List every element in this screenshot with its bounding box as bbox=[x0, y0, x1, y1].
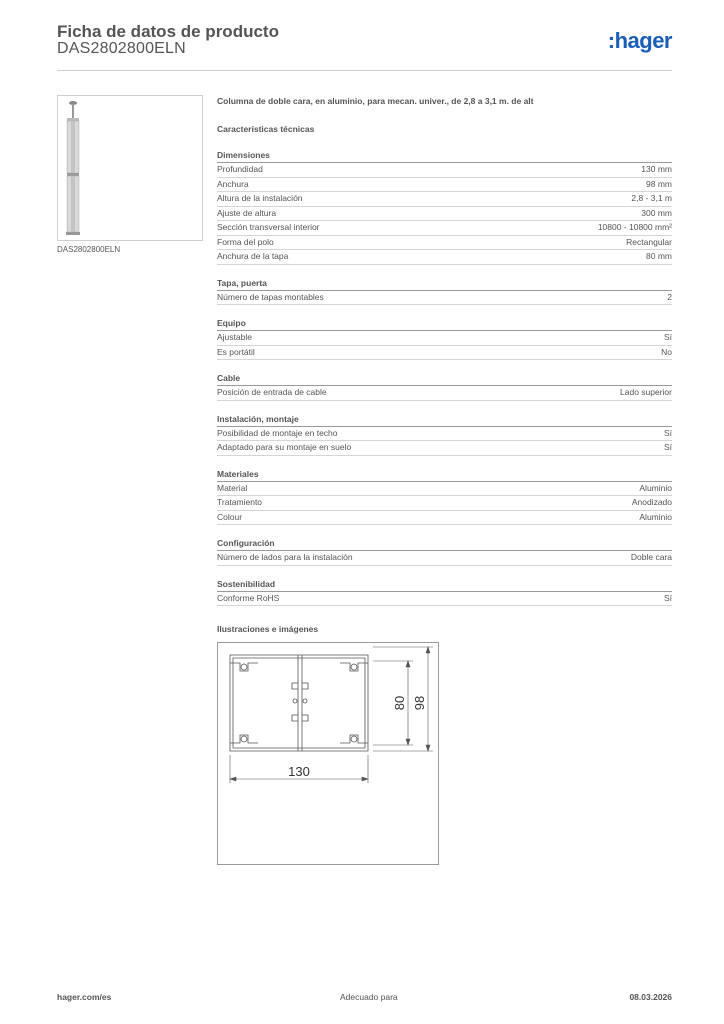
spec-label: Profundidad bbox=[217, 164, 263, 174]
spec-row bbox=[217, 482, 672, 497]
spec-row bbox=[217, 236, 672, 251]
spec-label: Sección transversal interior bbox=[217, 222, 320, 232]
spec-label: Posición de entrada de cable bbox=[217, 387, 327, 397]
width-dimension-label: 98 bbox=[412, 695, 427, 711]
section-title: Equipo bbox=[217, 316, 672, 331]
product-code: DAS2802800ELN bbox=[57, 40, 186, 57]
spec-value: No bbox=[661, 346, 672, 357]
spec-label: Conforme RoHS bbox=[217, 592, 280, 603]
thumbnail-caption: DAS2802800ELN bbox=[57, 245, 121, 254]
section-title: Dimensiones bbox=[217, 148, 672, 163]
spec-value: 98 mm bbox=[646, 178, 672, 189]
section-title: Tapa, puerta bbox=[217, 276, 672, 291]
page-footer bbox=[57, 992, 672, 1006]
spec-value: Sí bbox=[663, 427, 672, 438]
spec-label: Tratamiento bbox=[217, 497, 263, 507]
product-details bbox=[217, 96, 672, 617]
spec-section bbox=[217, 276, 672, 306]
footer-date: 08.03.2026 bbox=[629, 992, 672, 1002]
spec-label: Es portátil bbox=[217, 346, 255, 357]
spec-label: Número de lados para la instalación bbox=[217, 552, 353, 562]
spec-section bbox=[217, 412, 672, 456]
spec-label: Colour bbox=[217, 511, 243, 522]
cover-dimension-label: 80 bbox=[392, 695, 407, 711]
spec-label: Posibilidad de montaje en techo bbox=[217, 427, 338, 438]
spec-value: Sí bbox=[663, 592, 672, 603]
spec-value: 300 mm bbox=[641, 207, 672, 218]
spec-value: 80 mm bbox=[646, 251, 672, 261]
spec-row bbox=[217, 551, 672, 566]
spec-label: Ajuste de altura bbox=[217, 207, 277, 218]
spec-section bbox=[217, 577, 672, 607]
spec-value: 2 bbox=[667, 291, 672, 302]
spec-label: Material bbox=[217, 482, 248, 493]
cross-section-drawing bbox=[217, 642, 439, 865]
spec-row bbox=[217, 163, 672, 178]
spec-sections bbox=[217, 148, 672, 606]
spec-value: 2,8 - 3,1 m bbox=[631, 193, 672, 203]
page-header bbox=[57, 20, 672, 71]
illustrations-heading: Ilustraciones e imágenes bbox=[217, 624, 319, 634]
spec-section bbox=[217, 536, 672, 566]
spec-row bbox=[217, 207, 672, 222]
spec-value: Rectangular bbox=[626, 236, 672, 247]
footer-note: Adecuado para bbox=[340, 992, 398, 1002]
spec-row bbox=[217, 178, 672, 193]
spec-section bbox=[217, 371, 672, 401]
spec-row bbox=[217, 291, 672, 306]
spec-row bbox=[217, 386, 672, 401]
spec-row bbox=[217, 250, 672, 265]
spec-value: Aluminio bbox=[639, 482, 672, 493]
depth-dimension-label: 130 bbox=[288, 764, 310, 779]
product-description: Columna de doble cara, en aluminio, para mecan. univer., de 2,8 a 3,1 m. de alt bbox=[217, 96, 534, 106]
spec-value: Lado superior bbox=[620, 387, 672, 397]
spec-value: 10800 - 10800 mm² bbox=[597, 222, 672, 232]
spec-label: Ajustable bbox=[217, 332, 252, 342]
spec-row bbox=[217, 496, 672, 511]
spec-label: Altura de la instalación bbox=[217, 193, 303, 203]
profile-drawing bbox=[218, 643, 438, 864]
spec-value: Doble cara bbox=[630, 552, 672, 562]
spec-row bbox=[217, 331, 672, 346]
spec-row bbox=[217, 346, 672, 361]
characteristics-heading: Características técnicas bbox=[217, 124, 315, 134]
section-title: Materiales bbox=[217, 467, 672, 482]
spec-label: Número de tapas montables bbox=[217, 291, 324, 302]
spec-row bbox=[217, 511, 672, 526]
page-title: Ficha de datos de producto bbox=[57, 22, 279, 41]
spec-row bbox=[217, 427, 672, 442]
spec-section bbox=[217, 316, 672, 360]
spec-value: Anodizado bbox=[631, 497, 672, 507]
section-title: Configuración bbox=[217, 536, 672, 551]
spec-row bbox=[217, 441, 672, 456]
spec-label: Forma del polo bbox=[217, 236, 274, 247]
product-thumbnail bbox=[57, 95, 203, 241]
spec-section bbox=[217, 148, 672, 265]
section-title: Instalación, montaje bbox=[217, 412, 672, 427]
spec-section bbox=[217, 467, 672, 526]
spec-row bbox=[217, 192, 672, 207]
section-title: Sostenibilidad bbox=[217, 577, 672, 592]
spec-value: Sí bbox=[663, 332, 672, 342]
spec-label: Adaptado para su montaje en suelo bbox=[217, 442, 352, 452]
spec-value: 130 mm bbox=[641, 164, 672, 174]
footer-website[interactable]: hager.com/es bbox=[57, 992, 112, 1002]
hager-logo: :hager bbox=[607, 28, 672, 53]
column-product-image bbox=[58, 96, 202, 240]
spec-label: Anchura bbox=[217, 178, 249, 189]
spec-row bbox=[217, 592, 672, 607]
spec-value: Aluminio bbox=[639, 511, 672, 522]
section-title: Cable bbox=[217, 371, 672, 386]
spec-label: Anchura de la tapa bbox=[217, 251, 289, 261]
spec-value: Sí bbox=[663, 442, 672, 452]
spec-row bbox=[217, 221, 672, 236]
